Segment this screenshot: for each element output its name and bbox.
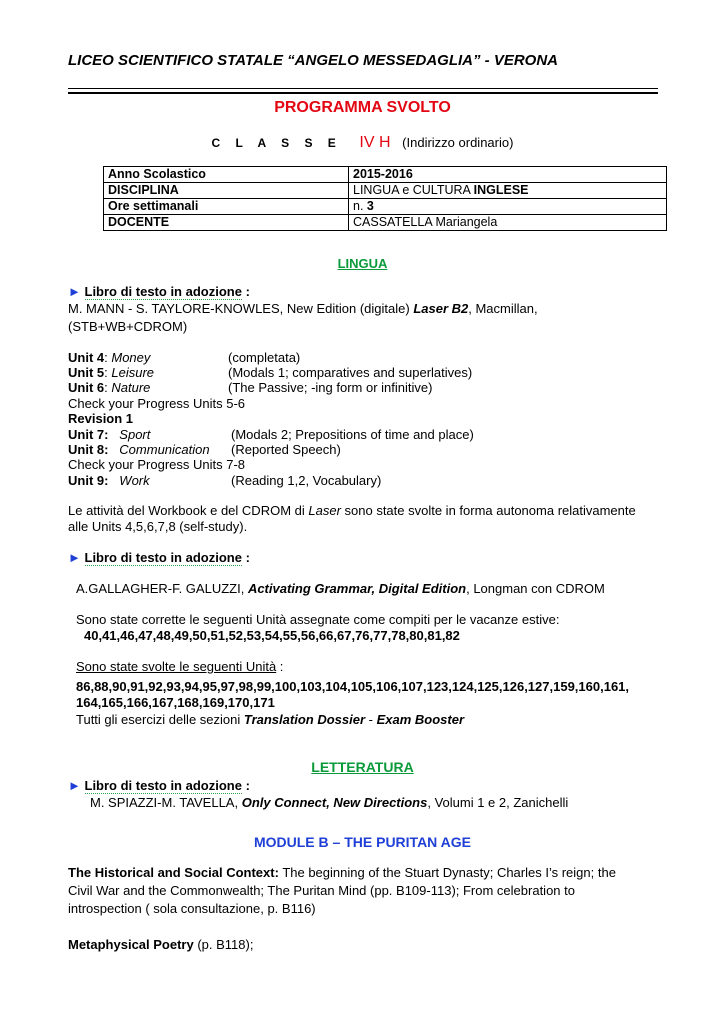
unit-desc: (Reading 1,2, Vocabulary) bbox=[231, 473, 382, 488]
unit-title: Communication bbox=[119, 442, 210, 457]
book2-label-line: ► Libro di testo in adozione : bbox=[68, 550, 250, 565]
unit-desc: (completata) bbox=[228, 350, 301, 365]
done-line: Sono state svolte le seguenti Unità : bbox=[76, 659, 284, 674]
meta-label: Metaphysical Poetry bbox=[68, 937, 194, 952]
unit-number: Unit 6 bbox=[68, 380, 105, 395]
unit-row: Unit 5: Leisure (Modals 1; comparatives and superlatives) bbox=[68, 365, 473, 380]
revision-label: Revision 1 bbox=[68, 411, 134, 426]
unit-title: Work bbox=[119, 473, 150, 488]
context-label: The Historical and Social Context: bbox=[68, 865, 279, 880]
workbook-laser: Laser bbox=[308, 503, 341, 518]
unit-title: Nature bbox=[111, 380, 151, 395]
context-line2: Civil War and the Commonwealth; The Puritan Mind (pp. B109-113); From celebration to bbox=[68, 883, 575, 898]
exercises-sep: - bbox=[365, 712, 377, 727]
meta-text: (p. B118); bbox=[193, 937, 254, 952]
header-rule-thick bbox=[68, 92, 658, 94]
exercises-title2: Exam Booster bbox=[376, 712, 464, 727]
info-value: n. 3 bbox=[349, 199, 667, 215]
info-value: CASSATELLA Mariangela bbox=[349, 215, 667, 231]
unit-title: Money bbox=[111, 350, 151, 365]
book1-authors: M. MANN - S. TAYLORE-KNOWLES, New Edition (digitale) bbox=[68, 301, 414, 316]
info-value: LINGUA e CULTURA INGLESE bbox=[349, 183, 667, 199]
class-label: C L A S S E bbox=[211, 136, 342, 150]
lit-book-line bbox=[90, 795, 568, 810]
info-key: DOCENTE bbox=[104, 215, 349, 231]
context-text: The beginning of the Stuart Dynasty; Charles I’s reign; the bbox=[278, 865, 616, 880]
book1-label-line: ► Libro di testo in adozione : bbox=[68, 284, 250, 299]
info-key: Ore settimanali bbox=[104, 199, 349, 215]
lingua-heading: LINGUA bbox=[337, 256, 388, 271]
book2-label: Libro di testo in adozione bbox=[84, 550, 242, 565]
lit-book-publisher: , Volumi 1 e 2, Zanichelli bbox=[427, 795, 569, 810]
class-note: (Indirizzo ordinario) bbox=[402, 135, 514, 150]
arrow-right-icon: ► bbox=[68, 284, 81, 299]
book2-publisher: , Longman con CDROM bbox=[466, 581, 605, 596]
document-title: PROGRAMMA SVOLTO bbox=[274, 99, 451, 116]
workbook-text: sono state svolte in forma autonoma relativamente bbox=[340, 503, 636, 518]
arrow-right-icon: ► bbox=[68, 550, 81, 565]
unit-number: Unit 4 bbox=[68, 350, 105, 365]
header-rule-thin bbox=[68, 88, 658, 89]
book1-extra: (STB+WB+CDROM) bbox=[68, 319, 188, 334]
table-row bbox=[104, 215, 667, 231]
done-text: Sono state svolte le seguenti Unità bbox=[76, 659, 277, 674]
book2-title: Activating Grammar, Digital Edition bbox=[247, 581, 467, 596]
lit-book-label: Libro di testo in adozione bbox=[84, 778, 242, 793]
info-table bbox=[103, 166, 667, 231]
table-row bbox=[104, 183, 667, 199]
context-line1 bbox=[68, 865, 616, 880]
lit-book-label-line: ► Libro di testo in adozione : bbox=[68, 778, 250, 793]
unit-row bbox=[68, 442, 341, 457]
book1-label: Libro di testo in adozione bbox=[84, 284, 242, 299]
unit-number: Unit 7: bbox=[68, 427, 109, 442]
unit-row: Unit 6: Nature (The Passive; -ing form or infinitive) bbox=[68, 380, 433, 395]
book2-line bbox=[76, 581, 605, 596]
book1-publisher: , Macmillan, bbox=[468, 301, 538, 316]
unit-desc: (Reported Speech) bbox=[231, 442, 341, 457]
book2-authors: A.GALLAGHER-F. GALUZZI, bbox=[76, 581, 248, 596]
workbook-note-line2: alle Units 4,5,6,7,8 (self-study). bbox=[68, 519, 248, 534]
info-key: Anno Scolastico bbox=[104, 167, 349, 183]
class-line bbox=[0, 134, 725, 152]
workbook-text: Le attività del Workbook e del CDROM di bbox=[68, 503, 309, 518]
module-heading: MODULE B – THE PURITAN AGE bbox=[253, 834, 471, 850]
book1-line bbox=[68, 301, 538, 316]
lit-book-authors: M. SPIAZZI-M. TAVELLA, bbox=[90, 795, 242, 810]
unit-number: Unit 5 bbox=[68, 365, 105, 380]
table-row bbox=[104, 199, 667, 215]
done-units-2: 164,165,166,167,168,169,170,171 bbox=[76, 695, 275, 710]
lit-book-title: Only Connect, New Directions bbox=[241, 795, 428, 810]
unit-row bbox=[68, 427, 474, 442]
unit-desc: (The Passive; -ing form or infinitive) bbox=[228, 380, 433, 395]
meta-line bbox=[68, 937, 253, 952]
info-key: DISCIPLINA bbox=[104, 183, 349, 199]
unit-number: Unit 9: bbox=[68, 473, 109, 488]
workbook-note-line1 bbox=[68, 503, 636, 518]
unit-row bbox=[68, 473, 381, 488]
info-value: 2015-2016 bbox=[349, 167, 667, 183]
table-row bbox=[104, 167, 667, 183]
exercises-title1: Translation Dossier bbox=[243, 712, 366, 727]
unit-desc: (Modals 1; comparatives and superlatives) bbox=[228, 365, 473, 380]
context-line3: introspection ( sola consultazione, p. B116) bbox=[68, 901, 316, 916]
book1-title: Laser B2 bbox=[413, 301, 469, 316]
corrected-units: 40,41,46,47,48,49,50,51,52,53,54,55,56,66,67,76,77,78,80,81,82 bbox=[84, 628, 460, 643]
class-value: IV H bbox=[359, 134, 391, 151]
done-units-1: 86,88,90,91,92,93,94,95,97,98,99,100,103,104,105,106,107,123,124,125,126,127,159,160,161, bbox=[76, 679, 630, 694]
school-header: LICEO SCIENTIFICO STATALE “ANGELO MESSEDAGLIA” - VERONA bbox=[68, 52, 559, 69]
corrected-text: Sono state corrette le seguenti Unità assegnate come compiti per le vacanze estive: bbox=[76, 612, 560, 627]
exercises-line bbox=[76, 712, 464, 727]
letteratura-heading: LETTERATURA bbox=[311, 759, 414, 775]
unit-number: Unit 8: bbox=[68, 442, 109, 457]
unit-row: Unit 4: Money (completata) bbox=[68, 350, 301, 365]
exercises-text: Tutti gli esercizi delle sezioni bbox=[76, 712, 244, 727]
unit-title: Sport bbox=[119, 427, 151, 442]
arrow-right-icon: ► bbox=[68, 778, 81, 793]
check-progress-2: Check your Progress Units 7-8 bbox=[68, 457, 246, 472]
unit-title: Leisure bbox=[111, 365, 154, 380]
check-progress-1: Check your Progress Units 5-6 bbox=[68, 396, 246, 411]
unit-desc: (Modals 2; Prepositions of time and place) bbox=[231, 427, 474, 442]
